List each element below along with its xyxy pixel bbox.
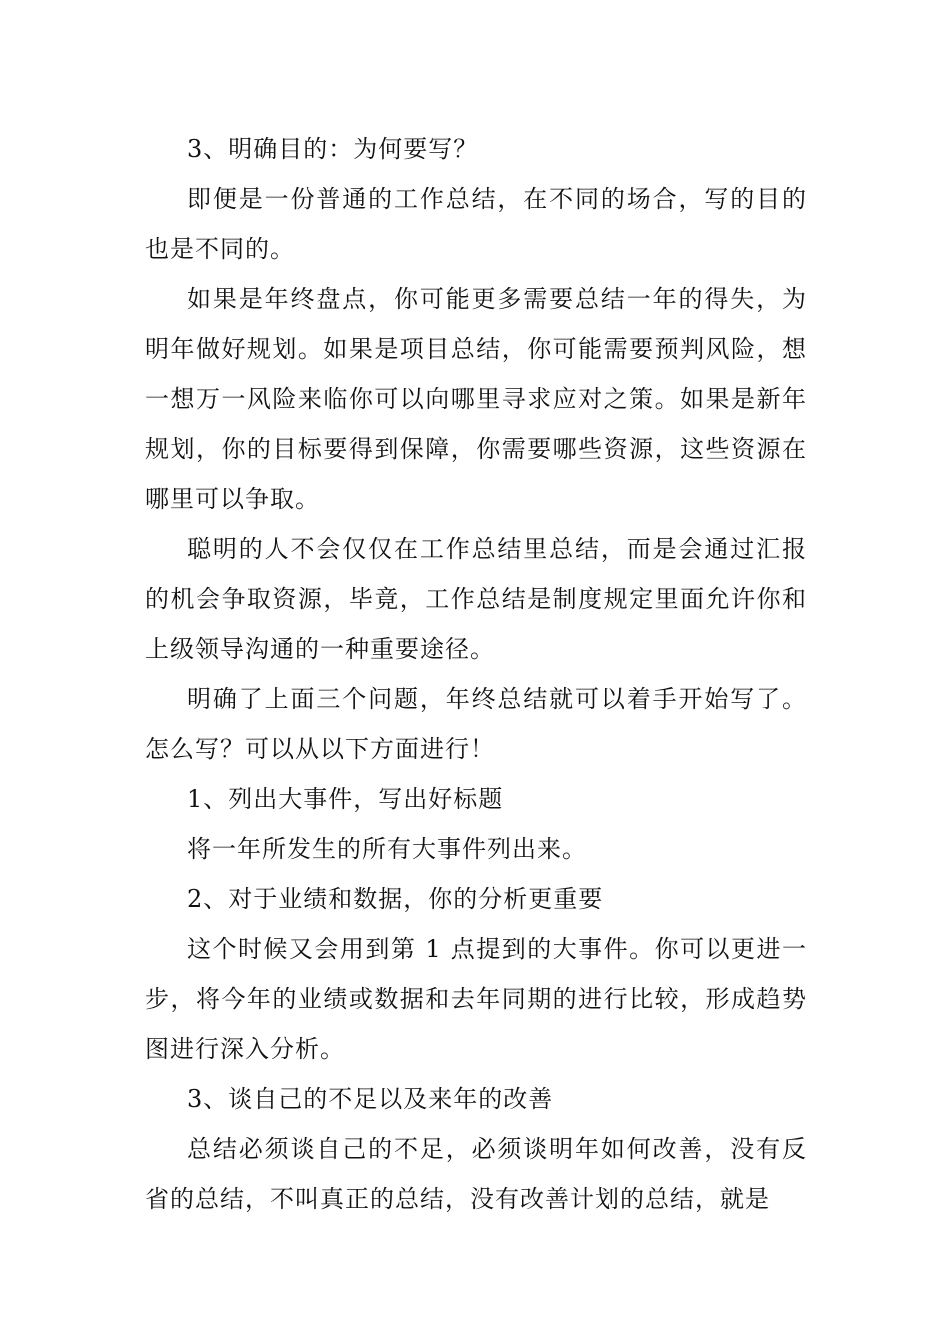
- paragraph: 即便是一份普通的工作总结，在不同的场合，写的目的也是不同的。: [145, 185, 807, 263]
- paragraph: 如果是年终盘点，你可能更多需要总结一年的得失，为明年做好规划。如果是项目总结，你可能需要预判风险，想一想万一风险来临你可以向哪里寻求应对之策。如果是新年规划，你的目标要得到保障，你需要哪些资源，这些资源在哪里可以争取。: [145, 285, 807, 513]
- document-body: [145, 124, 807, 1224]
- section-heading-shortcomings: 3、谈自己的不足以及来年的改善: [187, 1085, 554, 1113]
- section-heading-major-events: 1、列出大事件，写出好标题: [187, 785, 504, 813]
- paragraph: 将一年所发生的所有大事件列出来。: [187, 835, 587, 863]
- paragraph: 总结必须谈自己的不足，必须谈明年如何改善，没有反省的总结，不叫真正的总结，没有改善计划的总结，就是: [145, 1135, 807, 1213]
- paragraph: 聪明的人不会仅仅在工作总结里总结，而是会通过汇报的机会争取资源，毕竟，工作总结是制度规定里面允许你和上级领导沟通的一种重要途径。: [145, 535, 807, 663]
- section-heading-performance-analysis: 2、对于业绩和数据，你的分析更重要: [187, 885, 604, 913]
- paragraph: 这个时候又会用到第 1 点提到的大事件。你可以更进一步，将今年的业绩或数据和去年同期的进行比较，形成趋势图进行深入分析。: [145, 935, 807, 1063]
- section-heading-purpose: 3、明确目的：为何要写？: [187, 135, 479, 163]
- paragraph: 明确了上面三个问题，年终总结就可以着手开始写了。怎么写？可以从以下方面进行！: [145, 685, 807, 763]
